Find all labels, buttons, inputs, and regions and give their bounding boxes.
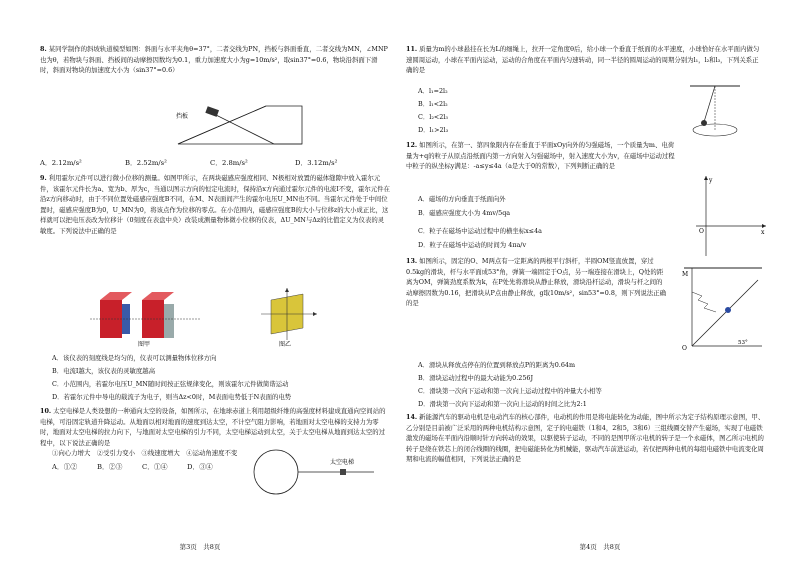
hall-figure-a	[90, 288, 200, 348]
question-text: 质量为m的小球悬挂在长为L的细绳上，拉开一定角度θ后，给小球一个垂直于纸面的水平速度，小球恰好在水平面内做匀速圆周运动，小球在平面内运动，运动的合角度在平面内匀速转动，同一半径的圆周运动的周期分别为l₁，l₂和l₃，下列关系正确的是	[406, 45, 760, 75]
svg-text:53°: 53°	[738, 340, 748, 346]
q9-option-c[interactable]: C．小范围内，若霍尔电压U_MN随时间按正弦规律变化，则该霍尔元件做简谐运动	[52, 380, 289, 388]
question-number: 10.	[40, 407, 52, 415]
question-text: 太空电梯是人类设想的一种通向太空的设备，如图所示，在地球赤道上利用超级纤维的高强度材料建成直通向空间站的电梯，可沿固定轨道升降运动。从地面以相对地面的速度到达太空，不计空气阻力影响，若地面对太空电梯的支持力为零时，地面对太空电梯的拉力向下，与地面对太空电梯的引力不同，太空电梯运动到太空，关于太空电梯从地面到达太空的过程中，以下说法正确的是	[40, 407, 386, 447]
option-a[interactable]: A．2.12m/s²	[40, 159, 82, 167]
fig-label-baffle: 挡板	[176, 113, 189, 120]
q11-option-a[interactable]: A．l₁=2l₂	[418, 87, 448, 95]
svg-text:x: x	[761, 229, 765, 236]
q11-option-c[interactable]: C．l₂<2l₃	[418, 113, 448, 121]
question-11	[406, 44, 760, 76]
option-c[interactable]: C．①④	[142, 463, 168, 471]
q12-option-b[interactable]: B．磁感应强度大小为 4mv/5qa	[418, 209, 511, 217]
option-b[interactable]: B．2.52m/s²	[125, 159, 167, 167]
q10-subs: ①向心力增大 ②受引力变小 ③线速度增大 ④运动角速度不变	[52, 449, 238, 457]
hall-figure-b	[255, 286, 325, 348]
option-b[interactable]: B．②③	[97, 463, 123, 471]
q11-option-b[interactable]: B．l₁<2l₂	[418, 100, 448, 108]
right-page	[400, 0, 800, 565]
q12-option-c[interactable]: C．粒子在磁场中运动过程中的横坐标x≤4a	[418, 227, 542, 235]
question-text: 如图所示，在第一、第四象限内存在垂直于平面xOy向外的匀强磁场，一个质量为m、电荷量为+q的粒子从原点沿纸面内第一方向射入匀强磁场中，射入速度大小为v，在磁场中运动过程中粒子的纵坐标y满足：-a≤y≤4a（a是大于0的常数），下列判断正确的是	[406, 141, 675, 171]
option-d[interactable]: D．3.12m/s²	[295, 159, 338, 167]
svg-text:O: O	[682, 345, 687, 352]
coordinate-figure	[690, 170, 770, 260]
svg-text:y: y	[709, 177, 713, 184]
question-text: 利用霍尔元件可以进行微小位移的测量。如图甲所示，在两块磁感应强度相同、N极相对放置的磁体缝隙中放入霍尔元件，该霍尔元件长为a、宽为b、厚为c，当通以图示方向的恒定电流时，保持沿x方向通过霍尔元件的电流I不变，霍尔元件在沿z方向移动时，由于不同位置处磁感应强度B不同，在M、N表面间产生的霍尔电压U_MN也不同。当霍尔元件处于中间位置时，磁感应强度B为0，U_MN为0，将该点作为位移的零点。在小范围内，磁感应强度B的大小与位移z的大小成正比，这样就可以把电压表改为位移计（0刻度在表盘中央）改装成测量物体微小位移的仪表，ΔU_MN与Δz的比值定义为仪表的灵敏度。下列说法中正确的是	[40, 174, 390, 235]
q12-option-d[interactable]: D．粒子在磁场中运动的时间为 4πa/v	[418, 241, 527, 249]
question-number: 12.	[406, 141, 418, 149]
question-number: 9.	[40, 174, 47, 182]
question-8	[40, 44, 390, 76]
q13-option-b[interactable]: B．滑块运动过程中的最大动能为0.256J	[418, 374, 534, 382]
option-c[interactable]: C．2.8m/s²	[210, 159, 248, 167]
space-elevator-figure	[250, 440, 380, 500]
question-14	[406, 412, 766, 465]
question-number: 14.	[406, 413, 418, 421]
q13-option-d[interactable]: D．滑块第一次向下运动和第一次向上运动的时间之比为2:1	[418, 400, 587, 408]
question-12	[406, 140, 678, 172]
q13-option-c[interactable]: C．滑块第一次向下运动和第一次向上运动过程中的冲量大小相等	[418, 387, 602, 395]
q8-options	[40, 157, 380, 167]
fig-caption-b: 图乙	[279, 341, 292, 348]
option-a[interactable]: A．①②	[52, 463, 78, 471]
question-text: 某同学制作的斜坡轨道模型如图：斜面与水平夹角θ=37°，二者交线为PN，挡板与斜面垂直，二者交线为MN，∠MNP也为θ，若物块与斜面、挡板间的动摩擦因数均为0.1，重力加速度大小为g=10m/s²，取sin37°=0.6，物块沿斜面下滑时，斜面对物块的加速度大小为（sin37°=0.6）	[40, 45, 388, 75]
fig-label-elevator: 太空电梯	[330, 459, 355, 466]
q11-option-d[interactable]: D．l₁>2l₃	[418, 126, 449, 134]
fig-caption-a: 图甲	[138, 341, 151, 348]
question-text: 如图所示，固定的O、M两点有一定距离的两根平行斜杆，半圆OM竖直放置，穿过0.5kg的滑块，杆与水平面成53°角，弹簧一端固定于O点，另一端连接在滑块上，Q处的距离为OM，弹簧劲度系数为k，在P处先将滑块从静止释放，滑块沿杆运动，滑块与杆之间的动摩擦因数为0.16，把滑块从P点由静止释放，g取10m/s²，sin53°=0.8，则下列说法正确的是	[406, 257, 667, 308]
incline-spring-figure	[678, 262, 768, 352]
q10-options	[52, 461, 232, 471]
q9-option-a[interactable]: A．该仪表的刻度线是均匀的，仪表可以测量物体位移方向	[52, 354, 217, 362]
question-text: 新能源汽车的驱动电机是电动汽车的核心部件，电动机的作用是将电能转化为动能，图中所示为定子结构原理示意图，甲、乙分别是目前被广泛采用的两种电机结构示意图，定子的电磁铁（1和4，2和5，3和6）三组线圈交替产生磁场，实现了电磁铁激发的磁场在平面内沿顺时针方向转动的效果，以驱使转子运动，不同的是图甲所示电机的转子是一个永磁体，图乙所示电机的转子是绕在铁芯上的闭合线圈的线圈，把电磁能转化为机械能，驱动汽车前进运动，若仅把两种电机的每组电磁铁中电流变化周期和电流的幅值相同，下列说法正确的是	[406, 413, 765, 464]
pendulum-figure	[680, 82, 750, 142]
q12-option-a[interactable]: A．磁场的方向垂直于纸面向外	[418, 195, 506, 203]
option-d[interactable]: D．③④	[187, 463, 213, 471]
q9-option-b[interactable]: B．电流I越大，该仪表的灵敏度越高	[52, 367, 156, 375]
question-9	[40, 173, 390, 237]
svg-text:O: O	[699, 228, 704, 235]
ramp-figure	[170, 100, 310, 148]
page-footer-right: 第4页 共8页	[579, 543, 621, 551]
svg-text:M: M	[682, 271, 689, 278]
question-13	[406, 256, 668, 309]
q9-option-d[interactable]: D．若霍尔元件中导电的载流子为电子，则当Δz<0时，M表面电势低于N表面的电势	[52, 393, 292, 401]
question-number: 8.	[40, 45, 47, 53]
question-number: 11.	[406, 45, 418, 53]
q13-option-a[interactable]: A．滑块从释放点停在的位置到释放点P的距离为0.64m	[418, 361, 576, 369]
question-number: 13.	[406, 257, 418, 265]
page-footer-left: 第3页 共8页	[179, 543, 221, 551]
